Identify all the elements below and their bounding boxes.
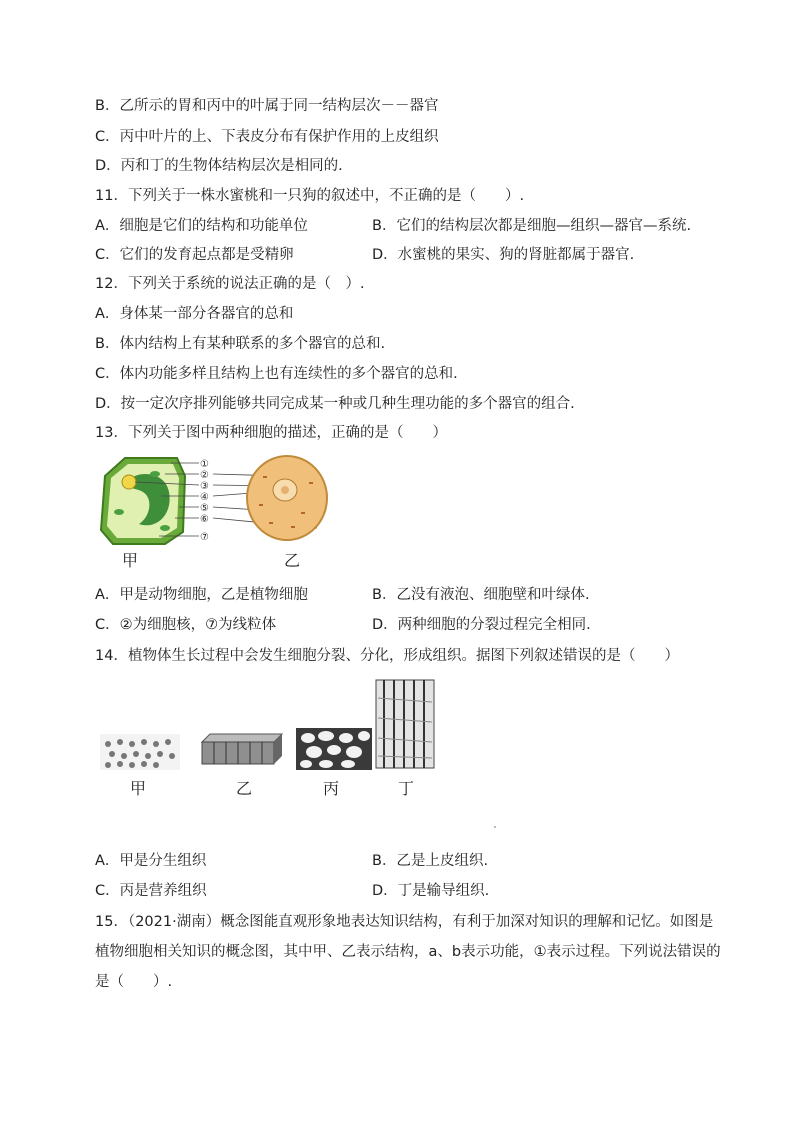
stray-mark — [494, 826, 496, 828]
q15-stem-line-2: 植物细胞相关知识的概念图，其中甲、乙表示结构，a、b表示功能，①表示过程。下列说法错误的 — [95, 944, 721, 960]
q14-option-a: A．甲是分生组织 — [95, 853, 207, 869]
q10-option-b: B．乙所示的胃和丙中的叶属于同一结构层次－－器官 — [95, 98, 439, 114]
q10-option-d: D．丙和丁的生物体结构层次是相同的. — [95, 158, 343, 174]
cell-a-caption: 甲 — [122, 551, 139, 570]
q14-option-d: D．丁是输导组织. — [372, 883, 490, 899]
q13-option-b: B．乙没有液泡、细胞壁和叶绿体. — [372, 587, 590, 603]
tissue-c-figure — [296, 728, 372, 770]
q14-stem: 14．植物体生长过程中会发生细胞分裂、分化，形成组织。据图下列叙述错误的是（ ） — [95, 648, 679, 664]
q14-option-b: B．乙是上皮组织. — [372, 853, 489, 869]
q10-option-c: C．丙中叶片的上、下表皮分布有保护作用的上皮组织 — [95, 129, 439, 145]
cell-diagram — [95, 452, 335, 552]
svg-text:②: ② — [200, 470, 209, 481]
q12-option-d: D．按一定次序排列能够共同完成某一种或几种生理功能的多个器官的组合. — [95, 396, 575, 412]
cell-b-caption: 乙 — [284, 551, 301, 570]
q12-option-b: B．体内结构上有某种联系的多个器官的总和. — [95, 336, 386, 352]
tissue-d-figure — [376, 680, 434, 768]
q11-option-c: C．它们的发育起点都是受精卵 — [95, 247, 294, 263]
q15-stem-line-3: 是（ ）. — [95, 974, 173, 990]
svg-text:③: ③ — [200, 481, 209, 492]
svg-text:⑥: ⑥ — [200, 514, 209, 525]
q13-option-d: D．两种细胞的分裂过程完全相同. — [372, 617, 591, 633]
q14-option-c: C．丙是营养组织 — [95, 883, 207, 899]
q12-option-c: C．体内功能多样且结构上也有连续性的多个器官的总和. — [95, 366, 458, 382]
tissue-b-figure — [202, 734, 282, 764]
svg-text:⑦: ⑦ — [200, 532, 209, 543]
q11-option-b: B．它们的结构层次都是细胞—组织—器官—系统. — [372, 218, 692, 234]
q13-stem: 13．下列关于图中两种细胞的描述，正确的是（ ） — [95, 425, 447, 441]
tissue-figure — [98, 678, 438, 774]
tissue-d-caption: 丁 — [398, 779, 415, 798]
svg-text:⑤: ⑤ — [200, 503, 209, 514]
tissue-b-caption: 乙 — [236, 779, 253, 798]
q15-stem-line-1: 15．（2021·湖南）概念图能直观形象地表达知识结构，有利于加深对知识的理解和记忆。如图是 — [95, 914, 714, 930]
tissue-a-caption: 甲 — [130, 779, 147, 798]
svg-text:④: ④ — [200, 492, 209, 503]
tissue-c-caption: 丙 — [323, 779, 340, 798]
tissue-a-figure — [100, 734, 180, 770]
q12-stem: 12．下列关于系统的说法正确的是（ ）. — [95, 276, 365, 292]
q13-option-c: C．②为细胞核，⑦为线粒体 — [95, 617, 277, 633]
q12-option-a: A．身体某一部分各器官的总和 — [95, 306, 294, 322]
q11-option-a: A．细胞是它们的结构和功能单位 — [95, 218, 308, 234]
plant-cell-figure — [101, 458, 185, 544]
q11-option-d: D．水蜜桃的果实、狗的肾脏都属于器官. — [372, 247, 635, 263]
q11-stem: 11．下列关于一株水蜜桃和一只狗的叙述中，不正确的是（ ）. — [95, 188, 525, 204]
q13-option-a: A．甲是动物细胞，乙是植物细胞 — [95, 587, 308, 603]
animal-cell-figure — [247, 456, 327, 540]
svg-text:①: ① — [200, 459, 209, 470]
